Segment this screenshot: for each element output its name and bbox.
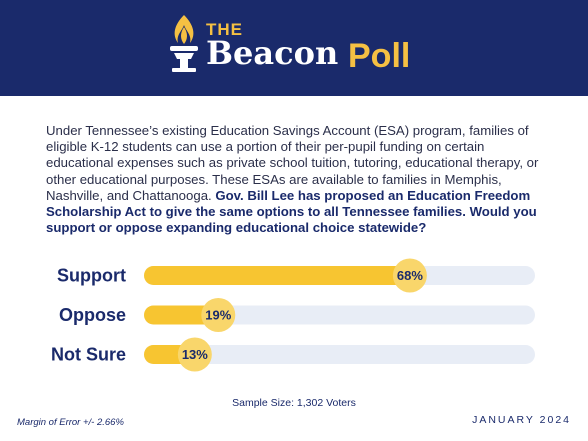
bar-support	[144, 266, 410, 285]
value-label-support: 68%	[396, 268, 423, 283]
margin-of-error: Margin of Error +/- 2.66%	[17, 417, 124, 428]
question-bold: Gov. Bill Lee has proposed an Education Freedom Scholarship Act to give the same options to all Tennessee families. Would you support or oppose expanding educational choice statewide?	[46, 187, 537, 236]
logo-the-text: THE	[206, 20, 243, 39]
bar-label-support: Support	[57, 265, 126, 286]
logo-beacon-text: Beacon	[206, 34, 339, 72]
bar-label-oppose: Oppose	[58, 305, 126, 325]
value-label-oppose: 19%	[205, 307, 232, 323]
poll-question	[46, 123, 551, 236]
logo-poll-text: Poll	[348, 37, 411, 75]
torch-icon	[164, 13, 204, 75]
bar-label-not-sure: Not Sure	[50, 344, 126, 365]
header-banner	[0, 0, 588, 96]
value-label-not-sure: 13%	[181, 347, 208, 362]
results-chart	[0, 252, 588, 382]
sample-size: Sample Size: 1,302 Voters	[232, 397, 356, 409]
poll-date: JANUARY 2024	[472, 414, 571, 426]
question-intro: Under Tennessee’s existing Education Savings Account (ESA) program, families of eligible K-12 students can use a portion of their per-pupil funding on certain educational expenses such as private school tuition, tutoring, educational therapy, or other educational purposes. These ESAs are available to families in Memphis, Nashville, and Chattanooga.	[46, 123, 539, 203]
